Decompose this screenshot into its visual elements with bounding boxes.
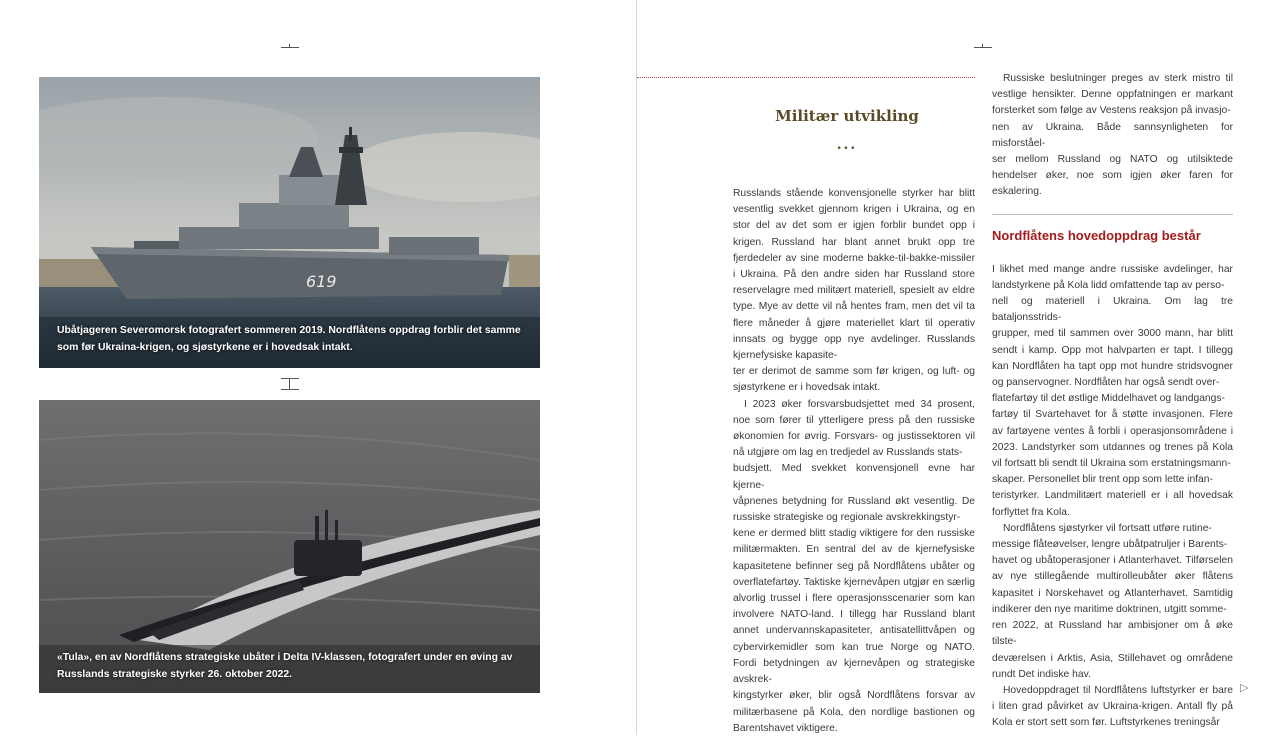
crop-mark — [974, 44, 992, 52]
crop-mark — [281, 44, 299, 52]
paragraph: Nordflåtens sjøstyrker vil fortsatt utføre rutine- messige flåteøvelser, lengre ubåtpatruljer i Barents- havet og ubåtoperasjoner i Atlanterhavet. Tilførselen av nye stillegående multirolleubåter øker flåtens kapasitet i Norskehavet og Atlanterhavet. Samtidig indikerer den nye maritime doktrinen, utgitt somme- ren 2022, at Russland har ambisjoner om å øke tilste- deværelsen i Arktis, Asia, Stillehavet og områdene rundt Det indiske hav. — [992, 522, 1233, 680]
left-page — [0, 0, 636, 735]
paragraph: Russlands stående konvensjonelle styrker har blitt vesentlig svekket gjennom krigen i Ukraina, og en stor del av det som er igjen forblir bundet opp i krigen. Russland har blant annet brukt opp tre fjerdedeler av sine moderne bakke-til-bakke-missiler i Ukraina. På den andre siden har Russland store reservelagre med militært materiell, spesielt av eldre type. Mye av dette vil nå hentes fram, men det vil ta flere måneder å gjøre materiellet klart til operativ innsats og bygge opp nye avdelinger. Russlands kjernefysiske kapasite- ter er derimot de samme som før krigen, og luft- og sjøstyrkene er i hovedsak intakt. — [733, 188, 975, 394]
article-column-2 — [992, 71, 1233, 732]
paragraph: Russiske beslutninger preges av sterk mistro til vestlige hensikter. Denne oppfatningen er markant forsterket som følge av Vestens reaksjon på invasjo- nen av Ukraina. Både sannsynligheten for misforståel- ser mellom Russland og NATO og utilsiktede hendelser øker, noe som igjen øker faren for eskalering. — [992, 73, 1233, 198]
right-page — [637, 0, 1280, 735]
text-overflow-arrow-icon[interactable]: ▷ — [1240, 682, 1249, 694]
submarine-photo — [39, 400, 540, 693]
paragraph: I 2023 øker forsvarsbudsjettet med 34 prosent, noe som fører til ytterligere press på den russiske økonomien for øvrig. Forsvars- og justissektoren vil nå utgjøre om lag en tredjedel av Russlands stats- budsjett. Med svekket konvensjonell evne har kjerne- våpnenes betydning for Russland økt vesentlig. De russiske strategiske og regionale avskrekkingstyr- kene er dermed blitt stadig viktigere for den russiske militærmakten. En sentral del av de kjernefysiske kapasitetene befinner seg på Nordflåtens ubåter og overflatefartøy. Taktiske kjernevåpen utgjør en særlig alvorlig trussel i flere operasjonsscenarier som kan involvere NATO-land. I tillegg har Russland blant annet undervannskapasiteter, antisatellittvåpen og cybervirkemidler som kan true Norge og NATO. Fordi betydningen av kjernevåpen og strategiske avskrek- kingstyrker øker, blir også Nordflåtens forsvar av militærbasene på Kola, den nordlige bastionen og Barentshavet viktigere. — [733, 398, 975, 734]
warship-caption: Ubåtjageren Severomorsk fotografert sommeren 2019. Nordflåtens oppdrag forblir det samme som før Ukraina-krigen, og sjøstyrkene er i hovedsak intakt. — [57, 325, 521, 353]
dotted-rule — [637, 77, 975, 78]
paragraph: Hovedoppdraget til Nordflåtens luftstyrker er bare i liten grad påvirket av Ukraina-krigen. Antall fly på Kola er stort sett som før. Luftstyrkenes treningsår — [992, 684, 1233, 729]
section-heading: Nordflåtens hovedoppdrag består — [992, 227, 1201, 243]
hull-number: 619 — [306, 272, 337, 291]
article-title: Militær utvikling — [775, 107, 919, 125]
submarine-caption: «Tula», en av Nordflåtens strategiske ubåter i Delta IV-klassen, fotografert under en øving av Russlands strategiske styrker 26. oktober 2022. — [57, 652, 513, 680]
paragraph: I likhet med mange andre russiske avdelinger, har landstyrkene på Kola lidd omfattende tap av perso- nell og materiell i Ukraina. Om lag tre bataljonsstrids- grupper, med til sammen over 3000 mann, har blitt sendt i kamp. Opp mot halvparten er tapt. I tillegg kan Nordflåten ha tapt opp mot hundre stridsvogner og panservogner. Nordflåten har også sendt over- flatefartøy til det østlige Middelhavet og landgangs- fartøy til Svartehavet for å støtte invasjonen. Flere av fartøyene ventes å forbli i operasjonsområdene i 2023. Landstyrker som utdannes og trenes på Kola vil fortsatt bli sendt til Ukraina som erstatningsmann- skaper. Personellet blir trent opp som lette infan- teristyrker. Landmilitært materiell er i all hovedsak forflyttet fra Kola. — [992, 263, 1233, 518]
frame-handle[interactable] — [281, 378, 299, 390]
section-divider — [992, 214, 1233, 215]
article-column-1 — [733, 186, 975, 737]
title-separator: ... — [836, 137, 858, 153]
warship-photo — [39, 77, 540, 368]
